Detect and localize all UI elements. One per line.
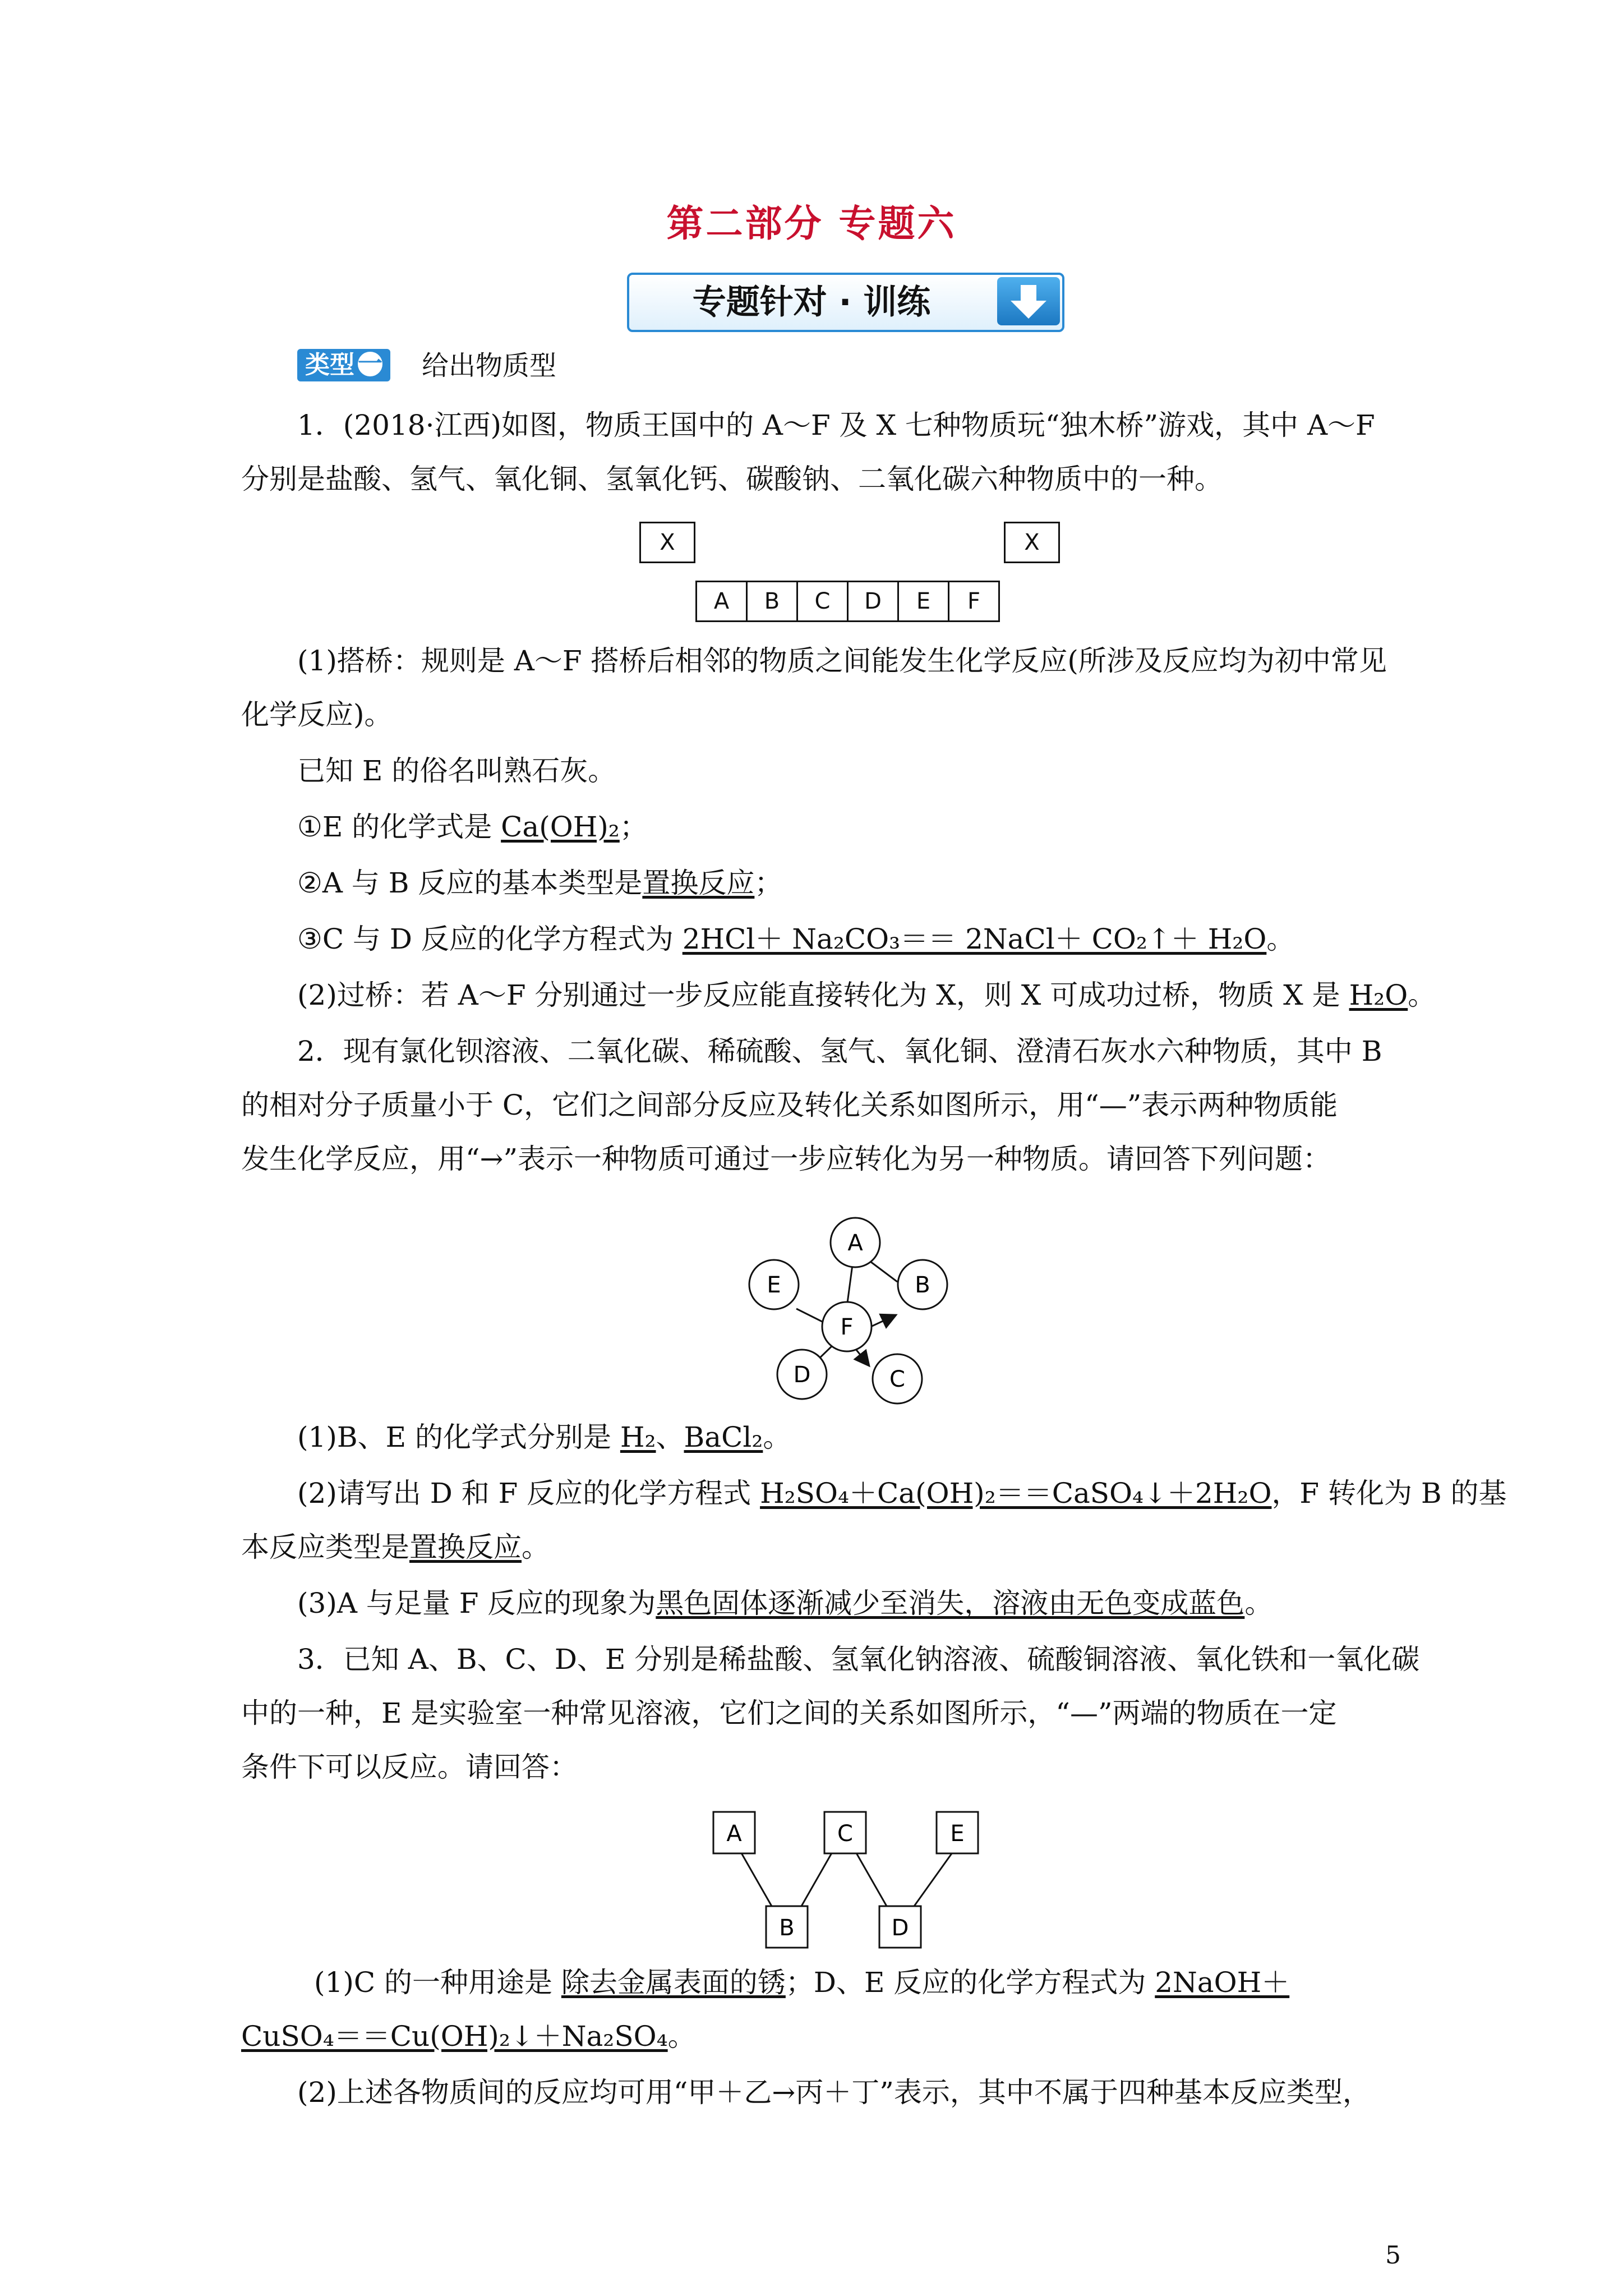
type-badge — [297, 349, 390, 381]
box-a — [713, 1812, 755, 1853]
svg-text:B: B — [779, 1915, 795, 1941]
bridge-box-f: F — [948, 581, 1000, 622]
bridge-box-a: A — [695, 581, 748, 622]
svg-text:A: A — [847, 1230, 863, 1256]
svg-text:C: C — [837, 1821, 853, 1847]
box-c — [824, 1812, 866, 1853]
q3-answer-1-cont: CuSO₄＝＝Cu(OH)₂↓＋Na₂SO₄。 — [241, 2020, 696, 2053]
box-d — [879, 1906, 921, 1948]
q1-sub-2: ②A 与 B 反应的基本类型是置换反应； — [297, 867, 783, 899]
q3-stem-2: 中的一种，E 是实验室一种常见溶液，它们之间的关系如图所示，“—”两端的物质在一定 — [241, 1697, 1337, 1729]
node-e — [749, 1260, 799, 1309]
q1-known: 已知 E 的俗名叫熟石灰。 — [297, 754, 616, 787]
type-label: 给出物质型 — [422, 350, 557, 381]
svg-text:C: C — [889, 1366, 905, 1392]
q2-answer-1: (1)B、E 的化学式分别是 H₂、BaCl₂。 — [297, 1421, 791, 1453]
q3-answer-1: (1)C 的一种用途是 除去金属表面的锈；D、E 反应的化学方程式为 2NaOH＋ — [314, 1966, 1290, 1999]
answer-blank: CuSO₄＝＝Cu(OH)₂↓＋Na₂SO₄ — [241, 2020, 668, 2053]
type-badge-text: 类型 — [305, 351, 354, 379]
page-title: 第二部分 专题六 — [666, 202, 957, 245]
q2-stem-3: 发生化学反应，用“→”表示一种物质可通过一步应转化为另一种物质。请回答下列问题： — [241, 1143, 1331, 1175]
answer-blank: H₂SO₄＋Ca(OH)₂＝＝CaSO₄↓＋2H₂O — [760, 1477, 1272, 1510]
edge-a-b — [740, 1851, 774, 1910]
q1-stem-1: 1．(2018·江西)如图，物质王国中的 A～F 及 X 七种物质玩“独木桥”游戏，其中 A～F — [297, 409, 1375, 441]
x-box-right: X — [1004, 522, 1060, 563]
svg-text:D: D — [891, 1915, 909, 1941]
q3-stem-3: 条件下可以反应。请回答： — [241, 1751, 578, 1783]
answer-blank: 2HCl＋ Na₂CO₃＝＝ 2NaCl＋ CO₂↑＋ H₂O — [682, 923, 1267, 955]
page-number: 5 — [1385, 2241, 1401, 2270]
edge-a-f — [847, 1265, 852, 1307]
answer-blank: H₂O — [1349, 979, 1408, 1011]
q2-answer-2-cont: 本反应类型是置换反应。 — [241, 1531, 550, 1563]
q3-answer-2: (2)上述各物质间的反应均可用“甲＋乙→丙＋丁”表示，其中不属于四种基本反应类型， — [297, 2076, 1371, 2109]
answer-blank: 黑色固体逐渐减少至消失，溶液由无色变成蓝色 — [656, 1587, 1245, 1619]
node-f — [822, 1302, 872, 1351]
down-arrow-icon — [997, 277, 1060, 325]
x-box-left: X — [639, 522, 695, 563]
svg-text:B: B — [915, 1272, 930, 1298]
box-e — [937, 1812, 978, 1853]
edge-d-e — [911, 1851, 953, 1910]
node-b — [898, 1260, 947, 1309]
svg-text:E: E — [767, 1272, 781, 1298]
svg-text:E: E — [950, 1821, 965, 1847]
bridge-box-b: B — [746, 581, 798, 622]
edge-a-b — [868, 1260, 897, 1282]
answer-blank: 2NaOH＋ — [1155, 1966, 1290, 1999]
svg-text:D: D — [793, 1362, 811, 1388]
q2-answer-2: (2)请写出 D 和 F 反应的化学方程式 H₂SO₄＋Ca(OH)₂＝＝CaSO₄↓＋2H₂O，F 转化为 B 的基 — [297, 1477, 1507, 1510]
arrow-f-c — [855, 1349, 869, 1366]
q3-relation-diagram — [707, 1806, 998, 1952]
q1-part2: (2)过桥：若 A～F 分别通过一步反应能直接转化为 X，则 X 可成功过桥，物质 X 是 H₂O。 — [297, 979, 1436, 1011]
q2-relation-diagram — [729, 1200, 965, 1408]
bridge-diagram — [634, 522, 1040, 628]
q2-stem-2: 的相对分子质量小于 C，它们之间部分反应及转化关系如图所示，用“—”表示两种物质能 — [241, 1089, 1338, 1121]
bridge-box-d: D — [847, 581, 899, 622]
answer-blank: BaCl₂ — [684, 1421, 763, 1453]
svg-text:A: A — [726, 1821, 742, 1847]
edge-c-d — [855, 1851, 889, 1910]
q1-sub-3: ③C 与 D 反应的化学方程式为 2HCl＋ Na₂CO₃＝＝ 2NaCl＋ CO₂↑＋ H₂O。 — [297, 923, 1295, 955]
banner-text: 专题针对 · 训练 — [692, 283, 931, 322]
edge-b-c — [799, 1851, 833, 1910]
bridge-box-c: C — [796, 581, 849, 622]
answer-blank: H₂ — [620, 1421, 656, 1453]
edge-e-f — [796, 1309, 824, 1323]
answer-blank: 置换反应 — [642, 867, 755, 899]
bridge-box-e: E — [897, 581, 949, 622]
q1-part1-line-1: (1)搭桥：规则是 A～F 搭桥后相邻的物质之间能发生化学反应(所涉及反应均为初中常见 — [297, 645, 1387, 677]
answer-blank: Ca(OH)₂ — [501, 811, 620, 843]
answer-blank: 置换反应 — [409, 1531, 522, 1563]
q3-stem-1: 3．已知 A、B、C、D、E 分别是稀盐酸、氢氧化钠溶液、硫酸铜溶液、氧化铁和一氧化碳 — [297, 1643, 1420, 1676]
node-a — [831, 1218, 880, 1267]
box-b — [766, 1906, 808, 1948]
svg-text:F: F — [840, 1314, 854, 1340]
q1-stem-2: 分别是盐酸、氢气、氧化铜、氢氧化钙、碳酸钠、二氧化碳六种物质中的一种。 — [241, 463, 1223, 495]
q2-stem-1: 2．现有氯化钡溶液、二氧化碳、稀硫酸、氢气、氧化铜、澄清石灰水六种物质，其中 B — [297, 1035, 1382, 1068]
section-banner — [627, 273, 1064, 332]
type-badge-number: 一 — [358, 349, 382, 378]
answer-blank: 除去金属表面的锈 — [561, 1966, 786, 1999]
q2-answer-3: (3)A 与足量 F 反应的现象为黑色固体逐渐减少至消失，溶液由无色变成蓝色。 — [297, 1587, 1273, 1619]
q1-part1-line-2: 化学反应)。 — [241, 698, 393, 731]
node-d — [777, 1350, 827, 1399]
node-c — [873, 1354, 922, 1404]
q1-sub-1: ①E 的化学式是 Ca(OH)₂； — [297, 811, 648, 843]
